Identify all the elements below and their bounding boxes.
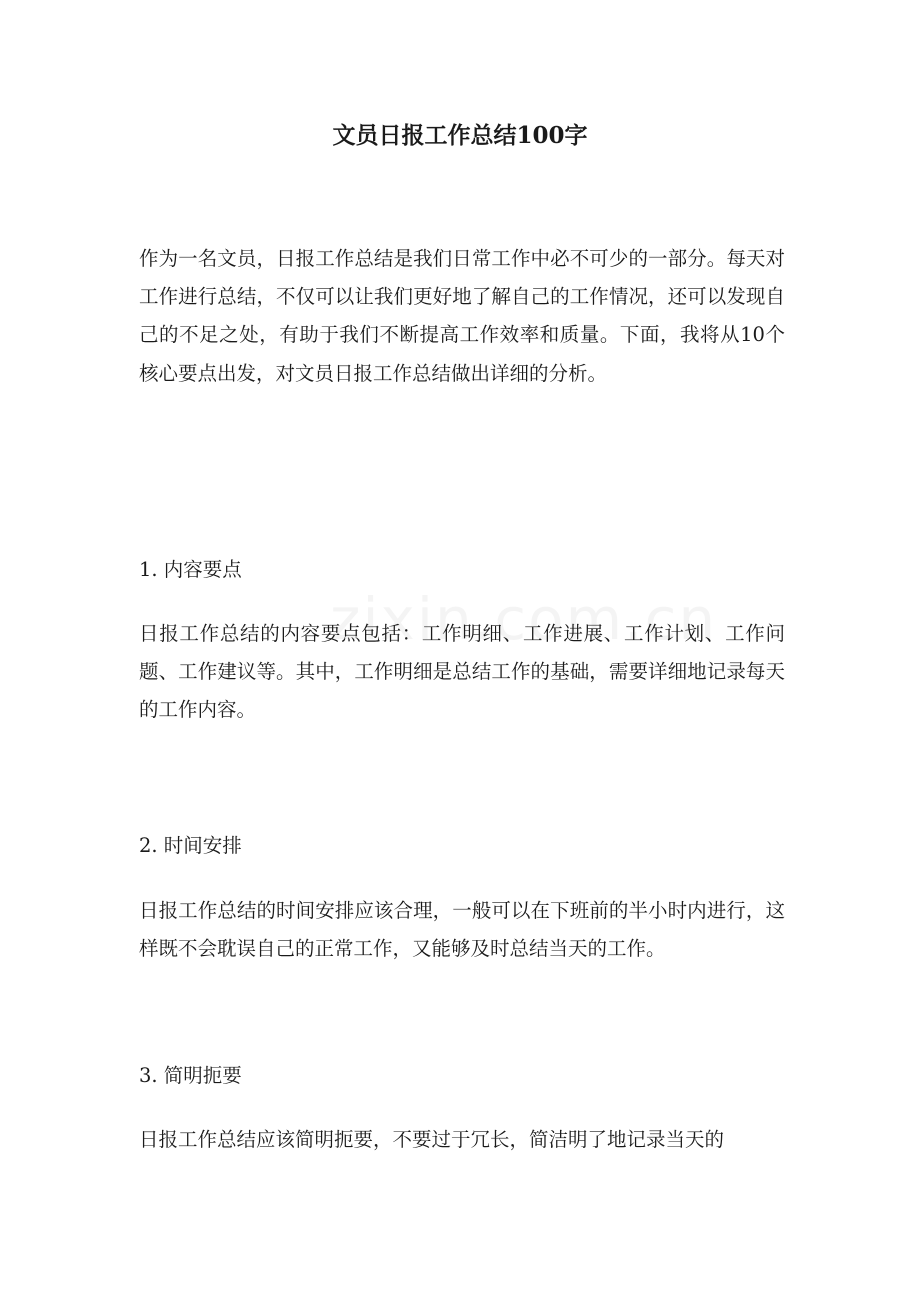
section-heading: 3. 简明扼要 xyxy=(139,1064,242,1087)
document-title: 文员日报工作总结100字 xyxy=(332,122,588,149)
section-heading: 2. 时间安排 xyxy=(139,834,242,857)
section-body: 日报工作总结应该简明扼要，不要过于冗长，简洁明了地记录当天的 xyxy=(139,1128,725,1151)
intro-paragraph: 作为一名文员，日报工作总结是我们日常工作中必不可少的一部分。每天对工作进行总结，不仅可以让我们更好地了解自己的工作情况，还可以发现自己的不足之处，有助于我们不断提高工作效率和质量。下面，我将从10个核心要点出发，对文员日报工作总结做出详细的分析。 xyxy=(139,247,785,385)
section-heading: 1. 内容要点 xyxy=(139,558,242,581)
section-body: 日报工作总结的内容要点包括：工作明细、工作进展、工作计划、工作问题、工作建议等。其中，工作明细是总结工作的基础，需要详细地记录每天的工作内容。 xyxy=(139,622,785,722)
section-body: 日报工作总结的时间安排应该合理，一般可以在下班前的半小时内进行，这样既不会耽误自己的正常工作，又能够及时总结当天的工作。 xyxy=(139,899,785,961)
